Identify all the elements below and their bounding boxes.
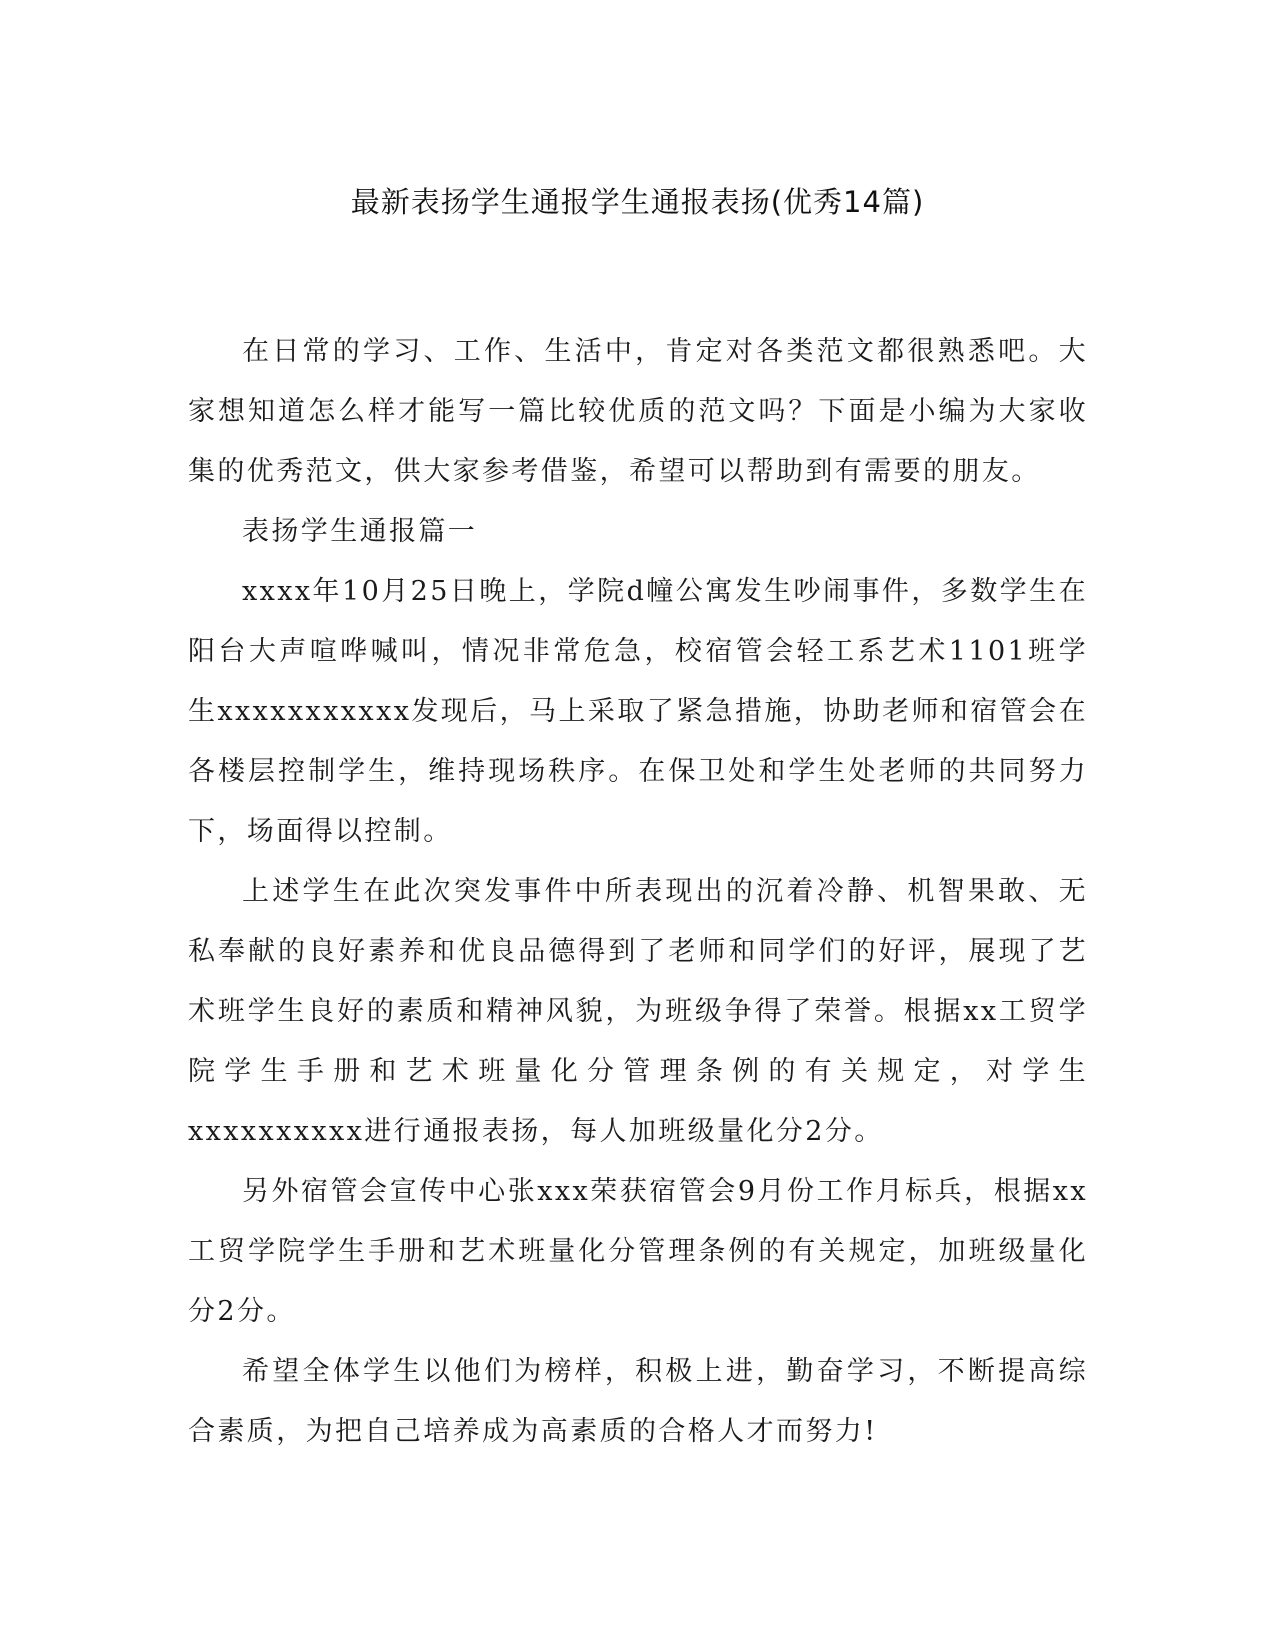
section-heading: 表扬学生通报篇一: [242, 516, 478, 547]
intro-paragraph: 在日常的学习、工作、生活中，肯定对各类范文都很熟悉吧。大家想知道怎么样才能写一篇比较优质的范文吗？下面是小编为大家收集的优秀范文，供大家参考借鉴，希望可以帮助到有需要的朋友。: [188, 336, 1088, 487]
body-paragraph: 上述学生在此次突发事件中所表现出的沉着冷静、机智果敢、无私奉献的良好素养和优良品德得到了老师和同学们的好评，展现了艺术班学生良好的素质和精神风貌，为班级争得了荣誉。根据xx工贸学院学生手册和艺术班量化分管理条例的有关规定，对学生xxxxxxxxxx进行通报表扬，每人加班级量化分2分。: [188, 876, 1088, 1147]
document-body: [188, 322, 1088, 1462]
body-paragraph: xxxx年10月25日晚上，学院d幢公寓发生吵闹事件，多数学生在阳台大声喧哗喊叫，情况非常危急，校宿管会轻工系艺术1101班学生xxxxxxxxxxx发现后，马上采取了紧急措施，协助老师和宿管会在各楼层控制学生，维持现场秩序。在保卫处和学生处老师的共同努力下，场面得以控制。: [188, 576, 1088, 847]
document-title: 最新表扬学生通报学生通报表扬(优秀14篇): [350, 185, 925, 219]
body-paragraph: 另外宿管会宣传中心张xxx荣获宿管会9月份工作月标兵，根据xx工贸学院学生手册和艺术班量化分管理条例的有关规定，加班级量化分2分。: [188, 1176, 1088, 1327]
closing-paragraph: 希望全体学生以他们为榜样，积极上进，勤奋学习，不断提高综合素质，为把自己培养成为高素质的合格人才而努力!: [188, 1356, 1088, 1447]
